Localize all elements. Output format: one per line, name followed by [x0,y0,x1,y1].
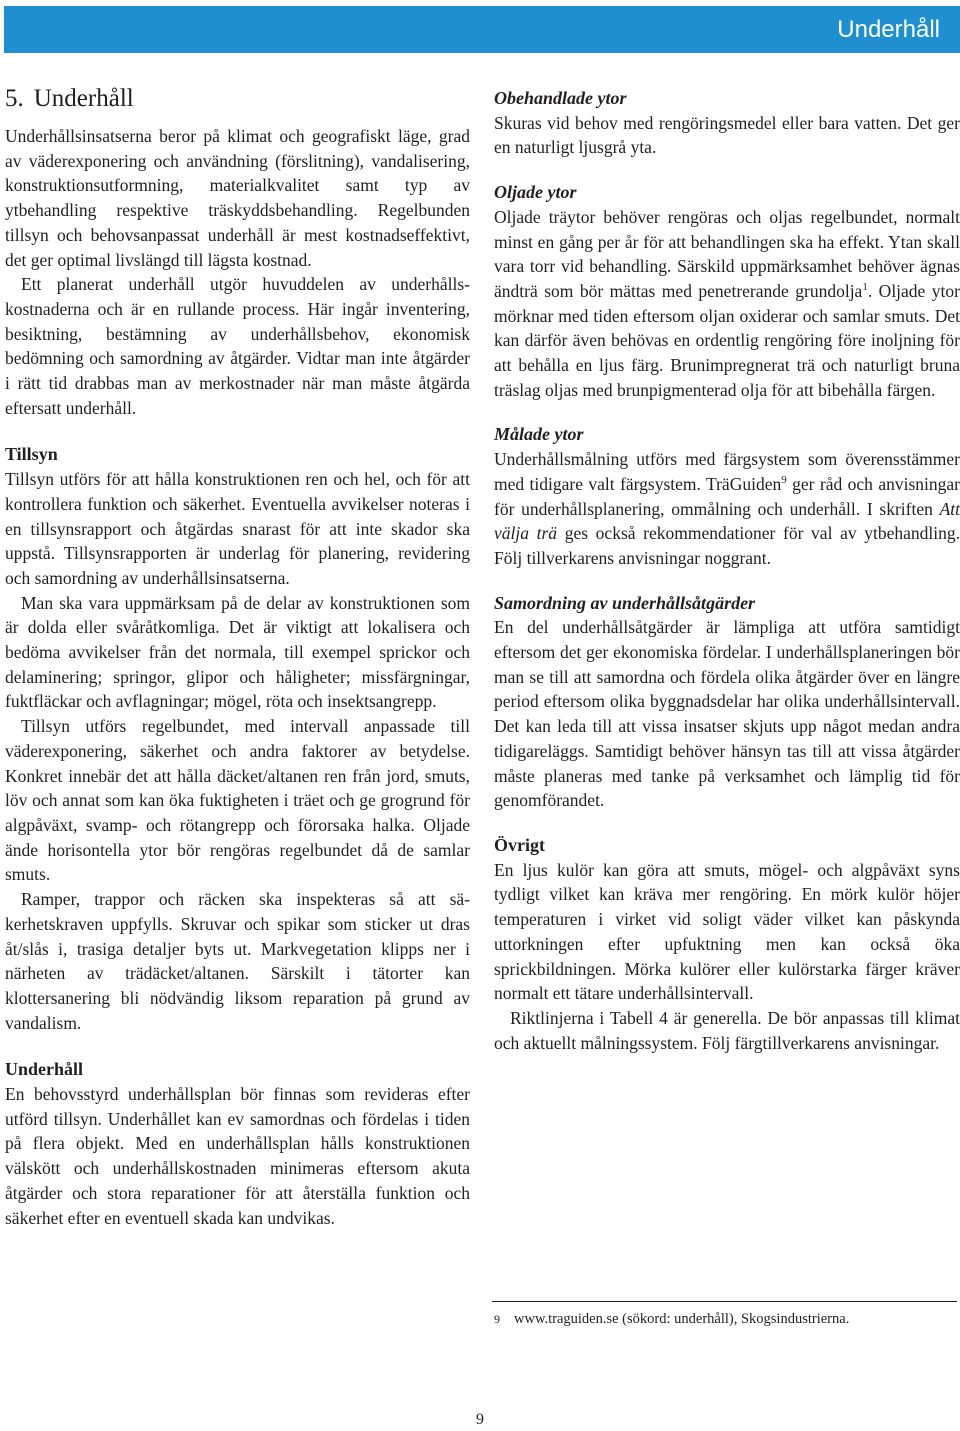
chapter-title-text: Underhåll [33,85,134,112]
tillsyn-paragraph-4: Ramper, trappor och räcken ska inspekteras så att säkerhetskraven uppfylls. Skruvar och spikar som sticker ut dras åt/slås i, trasiga detaljer byts ut. Markvegetation klipps ner i närheten av trädäcket/altanen. Särskilt i tätorter kan klottersanering bli nödvändig liksom reparation på grund av vandalism. [5,889,470,1033]
obehandlade-paragraph: Skuras vid behov med rengöringsmedel eller bara vatten. Det ger en naturligt ljusgrå yta. [494,112,960,158]
chapter-title [5,84,470,114]
publication-title: Att välja trä [494,498,960,544]
samordning-paragraph: En del underhållsåtgärder är lämpliga att utföra samtidigt eftersom det ger ekonomiska fördelar. I underhållsplaneringen bör man se till att samordna och fördela olika åtgärder över en längre period eftersom olika byggnadsdelar har olika underhållsintervall. Det kan leda till att vissa insatser skjuts upp något medan andra tidigareläggs. Samtidigt behöver hänsyn tas till att vissa åtgärder måste planeras med tanke på verksamhet och lämplig tid för genomförandet. [494,617,960,811]
intro-paragraph: Underhållsinsatserna beror på klimat och geografiskt läge, grad av väderexponering och användning (förslitning), vandalisering, konstruktionsutformning, materialkvalitet samt typ av ytbehandling respektive träskyddsbehandling. Regelbunden tillsyn och behovsanpassat underhåll är mest kostnadseffektivt, det ger optimal livslängd till lägsta kostnad. [5,126,470,270]
ovrigt-heading: Övrigt [494,834,545,855]
tillsyn-paragraph-3: Tillsyn utförs regelbundet, med intervall anpassade till väderexponering, säkerhet och andra faktorer av betydelse. Konkret innebär det att hålla däcket/altanen ren från jord, smuts, löv och annat som kan öka fuktigheten i träet och ge grogrund för algpåväxt, svamp- och rötangrepp och förorsaka halka. Oljade ände horisontella ytor bör rengöras regelbundet då de samlar smuts. [5,716,470,885]
ovrigt-paragraph-1: En ljus kulör kan göra att smuts, mögel- och algpåväxt syns tydligt vilket kan kräva mer rengöring. En mörk kulör höjer temperaturen i virket vid soligt väder vilket kan påskynda uttorkningen efter upfuktning men kan också öka sprickbildningen. Mörka kulörer eller kulörstarka färger kräver normalt ett tätare underhållsintervall. [494,859,960,1004]
tillsyn-paragraph-1: Tillsyn utförs för att hålla konstruktionen ren och hel, och för att kontrollera funktion och säkerhet. Eventuella avvikelser noteras i en tillsynsrapport och åtgärdas snarast för att inte skador ska uppstå. Tillsynsrapporten är underlag för planering, revidering och samordning av underhållsinsatserna. [5,469,470,588]
footnote-divider [492,1301,957,1302]
tillsyn-paragraph-2: Man ska vara uppmärksam på de delar av konstruktionen som är dolda eller svåråtkomliga. Det är viktigt att lokalisera och bedöma avvikelser från det normala, till exempel sprickor och delaminering; springor, glipor och håligheter; missfärgningar, fuktfläckar och avflagningar; mögel, röta och insektsangrepp. [5,592,470,712]
footnote-number: 9 [494,1312,500,1326]
header-title: Underhåll [837,16,940,43]
right-column [494,86,960,1055]
page-number: 9 [476,1411,484,1428]
header-bar [4,6,960,53]
underhall-heading: Underhåll [5,1059,84,1080]
malade-heading: Målade ytor [494,424,584,445]
footnote-text: www.traguiden.se (sökord: underhåll), Skogsindustrierna. [514,1311,850,1327]
left-column [5,84,470,1230]
underhall-paragraph: En behovsstyrd underhållsplan bör finnas som revideras efter utförd tillsyn. Underhållet kan ev samordnas och fördelas i tiden på flera objekt. Med en underhållsplan hålls konstruktionen välskött och underhållskostnaden minimeras eftersom akuta åtgärder och stora reparationer för att återställa funktion och säkerhet efter en eventuell skada kan undvikas. [5,1084,470,1228]
oljade-heading: Oljade ytor [494,182,577,203]
samordning-heading: Samordning av underhållsåtgärder [494,592,756,613]
chapter-number: 5. [5,85,24,112]
ovrigt-paragraph-2: Riktlinjerna i Tabell 4 är generella. De bör anpassas till klimat och aktuellt målningssystem. Följ färgtillverkarens anvisningar. [494,1007,960,1053]
tillsyn-heading: Tillsyn [5,444,58,465]
planned-maintenance-paragraph: Ett planerat underhåll utgör huvuddelen av underhållskostnaderna och är en rullande process. Här ingår inventering, besiktning, bestämning av underhållsbehov, ekonomisk bedömning och samordning av åtgärder. Vidtar man inte åtgärder i rätt tid drabbas man av merkostnader när man måste åtgärda eftersatt underhåll. [5,274,470,418]
malade-paragraph: Underhållsmålning utförs med färgsystem som överensstämmer med tidigare valt färgsystem. TräGuiden$^9$ ger råd och anvisningar för underhållsplanering, ommålning och underhåll. I skriften Att välja trä ges också rekommendationer för val av ytbehandling. Följ tillverkarens anvisningar noggrant. [494,449,960,568]
footnote [494,1308,849,1330]
footnote-ref-1: 1 [862,281,868,294]
footnote-ref-9: 9 [781,474,787,487]
oljade-paragraph: Oljade träytor behöver rengöras och oljas regelbundet, normalt minst en gång per år för att behandlingen ska ha effekt. Ytan skall vara torr vid behandling. Särskild uppmärksamhet behöver ägnas ändträ som bör mättas med penetrerande grundolja$^1$. Oljade ytor mörknar med tiden eftersom oljan oxiderar och samlar smuts. Det kan därför även behövas en ordentlig rengöring före inoljning för att behålla en ljus färg. Brunimpregnerat trä och naturligt bruna träslag oljas med brunpigmenterad olja för att bibehålla färgen. [494,206,960,400]
obehandlade-heading: Obehandlade ytor [494,88,627,108]
